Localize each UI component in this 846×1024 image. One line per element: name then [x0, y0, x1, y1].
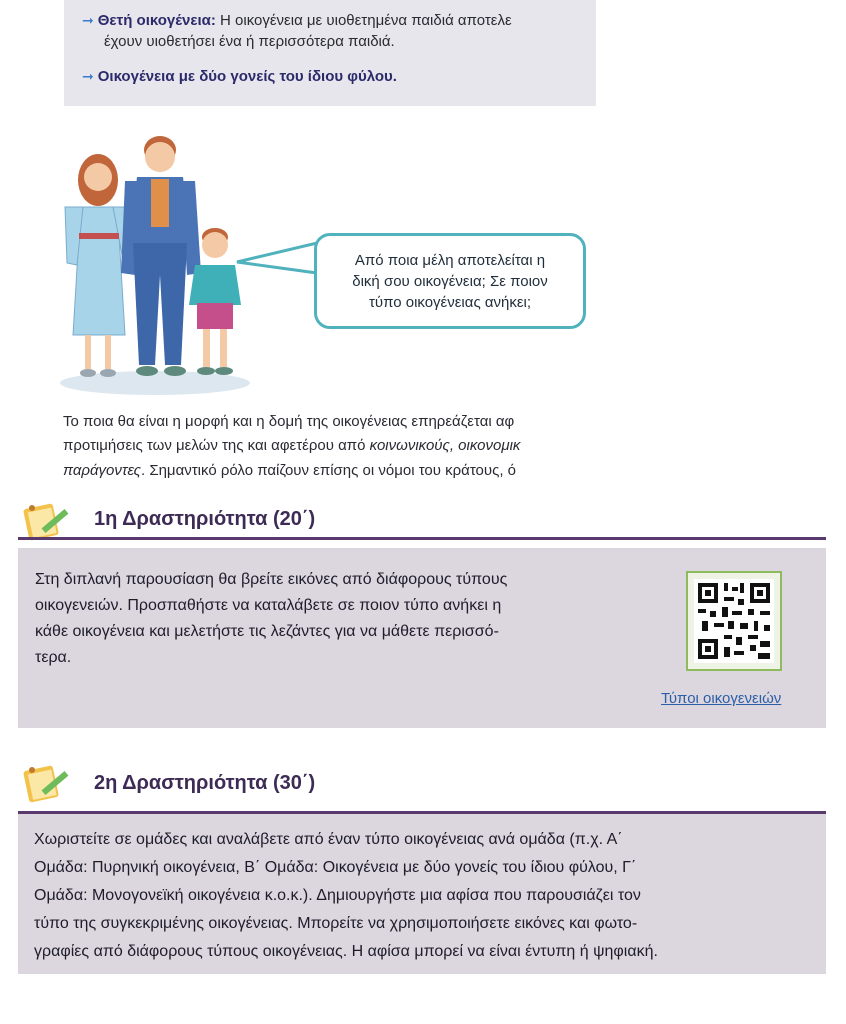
man-figure	[121, 136, 201, 376]
activity2-header	[18, 762, 826, 814]
activity1-line: κάθε οικογένεια και μελετήστε τις λεζάντες για να μάθετε περισσό-	[35, 623, 499, 640]
paragraph-line: Το ποια θα είναι η μορφή και η δομή της οικογένειας επηρεάζεται αφ	[63, 413, 515, 430]
definition-continuation: έχουν υιοθετήσει ένα ή περισσότερα παιδιά.	[104, 33, 395, 50]
activity2-title: 2η Δραστηριότητα (30΄)	[94, 772, 316, 794]
definition-term: Οικογένεια με δύο γονείς του ίδιου φύλου.	[97, 68, 397, 85]
activity1-text	[35, 567, 507, 671]
bubble-line: τύπο οικογένειας ανήκει;	[368, 293, 532, 311]
double-arrow-icon: ➞	[82, 68, 92, 84]
paragraph-italic: κοινωνικούς, οικονομικ	[369, 437, 521, 454]
activity2-line: τύπο της συγκεκριμένης οικογένειας. Μπορείτε να χρησιμοποιήσετε εικόνες και φωτο-	[34, 915, 638, 932]
pencil-notepad-icon	[22, 500, 72, 542]
bubble-line: Από ποια μέλη αποτελείται η	[354, 251, 546, 269]
definition-same-sex	[82, 66, 397, 87]
activity1-title: 1η Δραστηριότητα (20΄)	[94, 508, 316, 530]
paragraph-italic: παράγοντες	[63, 462, 141, 479]
double-arrow-icon: ➞	[82, 12, 92, 28]
paragraph-text: . Σημαντικό ρόλο παίζουν επίσης οι νόμοι του κράτους, ό	[140, 462, 516, 479]
definition-box	[64, 0, 596, 106]
activity1-line: Στη διπλανή παρουσίαση θα βρείτε εικόνες από διάφορους τύπους	[35, 571, 508, 588]
definition-text: Η οικογένεια με υιοθετημένα παιδιά αποτελε	[215, 12, 512, 29]
paragraph-text: προτιμήσεις των μελών της και αφετέρου από	[63, 437, 370, 454]
definition-term: Θετή οικογένεια:	[97, 12, 216, 29]
activity1-line: τερα.	[35, 649, 72, 666]
activity2-line: Χωριστείτε σε ομάδες και αναλάβετε από έναν τύπο οικογένειας ανά ομάδα (π.χ. Α΄	[34, 831, 623, 848]
activity1-header	[18, 500, 826, 540]
activity2-line: γραφίες από διάφορους τύπους οικογένειας. Η αφίσα μπορεί να είναι έντυπη ή ψηφιακή.	[34, 943, 658, 960]
family-types-link[interactable]: Τύποι οικογενειών	[661, 690, 782, 707]
qr-code-frame[interactable]	[686, 571, 782, 671]
paragraph-line	[63, 437, 611, 454]
paragraph-line	[63, 462, 611, 479]
activity1-line: οικογενειών. Προσπαθήστε να καταλάβετε σε ποιον τύπο ανήκει η	[35, 597, 502, 614]
qr-code-icon[interactable]	[688, 573, 780, 669]
divider	[18, 537, 826, 540]
activity2-line: Ομάδα: Μονογονεϊκή οικογένεια κ.ο.κ.). Δημιουργήστε μια αφίσα που παρουσιάζει τον	[34, 887, 641, 904]
speech-bubble	[314, 233, 586, 329]
definition-adoptive	[82, 10, 596, 31]
activity2-text	[34, 826, 824, 966]
bubble-line: δική σου οικογένεια; Σε ποιον	[352, 272, 548, 290]
activity2-line: Ομάδα: Πυρηνική οικογένεια, Β΄ Ομάδα: Οικογένεια με δύο γονείς του ίδιου φύλου, Γ΄	[34, 859, 637, 876]
pencil-notepad-icon	[22, 762, 72, 804]
